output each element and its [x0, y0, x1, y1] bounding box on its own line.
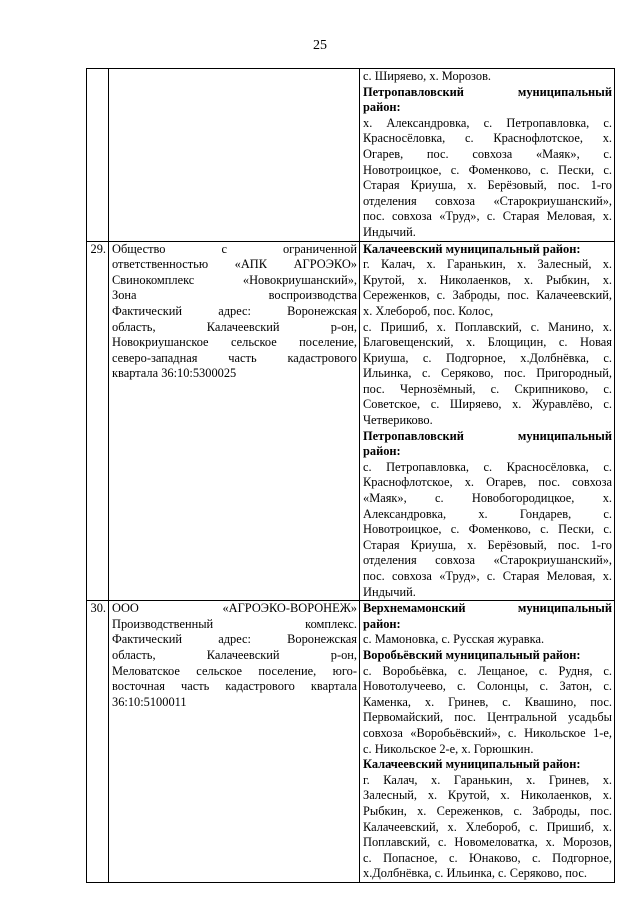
- settlement-line: Новотолучеево, с. Солонцы, с. Затон, с.: [363, 679, 612, 694]
- settlement-line: Огарев, пос. совхоза «Маяк», с.: [363, 146, 612, 161]
- organization-line: квартала 36:10:5300025: [112, 366, 237, 381]
- settlement-line: с. Воробьёвка, с. Лещаное, с. Рудня, с.: [363, 663, 612, 678]
- districts-cell: [360, 601, 615, 883]
- settlement-line: Индычий.: [363, 224, 416, 239]
- settlement-line: с. Пришиб, х. Поплавский, с. Манино, х.: [363, 319, 612, 334]
- settlement-line: отделения совхоза «Старокриушанский»,: [363, 193, 612, 208]
- settlement-line: пос. Чернозёмный, с. Скрипниково, с.: [363, 381, 612, 396]
- district-title: Калачеевский муниципальный район:: [363, 757, 581, 772]
- organization-cell: [109, 241, 360, 601]
- settlement-line: г. Калач, х. Гаранькин, х. Гринев, х.: [363, 772, 612, 787]
- settlement-line: Поплавский, с. Новомеловатка, х. Морозов,: [363, 835, 612, 850]
- settlement-line: Старая Криуша, х. Берёзовый, пос. 1-го: [363, 537, 612, 552]
- district-title: район:: [363, 616, 401, 631]
- organization-cell: [109, 69, 360, 242]
- organization-line: ответственностью «АПК АГРОЭКО»: [112, 257, 357, 272]
- row-number: [87, 69, 109, 242]
- settlement-line: с. Мамоновка, с. Русская журавка.: [363, 632, 545, 647]
- district-title: Верхнемамонский муниципальный: [363, 601, 612, 616]
- settlement-line: х.Долбнёвка, с. Ильинка, с. Серяково, пос.: [363, 866, 588, 881]
- organization-line: ООО «АГРОЭКО-ВОРОНЕЖ»: [112, 601, 357, 616]
- settlement-line: Калачеевский, х. Хлебороб, с. Пришиб, х.: [363, 819, 612, 834]
- districts-cell: [360, 241, 615, 601]
- organization-line: 36:10:5100011: [112, 694, 187, 709]
- settlement-line: Крутой, х. Николаенков, х. Рыбкин, х.: [363, 272, 612, 287]
- table-row: [87, 69, 615, 242]
- district-title: район:: [363, 444, 401, 459]
- district-title: Петропавловский муниципальный: [363, 84, 612, 99]
- settlement-line: Благовещенский, х. Блощицин, с. Новая: [363, 335, 612, 350]
- settlement-line: Краснофлотское, х. Огарев, пос. совхоза: [363, 475, 612, 490]
- district-title: район:: [363, 100, 401, 115]
- settlement-line: Красносёловка, с. Краснофлотское, х.: [363, 131, 612, 146]
- settlement-line: Индычий.: [363, 584, 416, 599]
- settlement-line: Сереженков, с. Заброды, пос. Калачеевский,: [363, 288, 612, 303]
- organization-line: восточная часть кадастрового квартала: [112, 679, 357, 694]
- settlement-line: с. Попасное, с. Юнаково, с. Подгорное,: [363, 850, 612, 865]
- settlements-table: [86, 68, 615, 883]
- settlement-line: Александровка, х. Гондарев, с.: [363, 506, 612, 521]
- settlement-line: Залесный, х. Крутой, х. Николаенков, х.: [363, 788, 612, 803]
- organization-line: Фактический адрес: Воронежская: [112, 632, 357, 647]
- organization-line: Производственный комплекс.: [112, 616, 357, 631]
- district-title: Петропавловский муниципальный: [363, 428, 612, 443]
- organization-line: Общество с ограниченной: [112, 241, 357, 256]
- organization-line: Свинокомплекс «Новокриушанский»,: [112, 272, 357, 287]
- settlement-line: пос. совхоза «Труд», с. Старая Меловая, х.: [363, 569, 612, 583]
- organization-line: область, Калачеевский р-он,: [112, 647, 357, 662]
- organization-line: Меловатское сельское поселение, юго-: [112, 663, 357, 678]
- districts-cell: [360, 69, 615, 242]
- settlement-line: Новотроицкое, с. Фоменково, с. Пески, с.: [363, 522, 612, 537]
- settlement-line: с. Петропавловка, с. Красносёловка, с.: [363, 459, 612, 474]
- district-title: Воробьёвский муниципальный район:: [363, 647, 581, 662]
- organization-line: Новокриушанское сельское поселение,: [112, 335, 357, 350]
- settlement-line: х. Хлеборoб, пос. Колос,: [363, 303, 494, 318]
- settlement-line: с. Ширяево, х. Морозов.: [363, 69, 492, 83]
- settlement-line: Рыбкин, х. Сереженков, с. Заброды, пос.: [363, 803, 612, 818]
- organization-line: северо-западная часть кадастрового: [112, 350, 357, 365]
- district-title: Калачеевский муниципальный район:: [363, 241, 581, 256]
- organization-line: область, Калачеевский р-он,: [112, 319, 357, 334]
- settlement-line: Каменка, х. Гринев, с. Квашино, пос.: [363, 694, 612, 709]
- settlement-line: «Маяк», с. Новобогородицкое, х.: [363, 491, 612, 506]
- settlement-line: совхоза «Воробьёвский», с. Никольское 1-е,: [363, 725, 612, 740]
- settlement-line: Первомайский, пос. Центральной усадьбы: [363, 710, 612, 725]
- organization-line: Зона воспроизводства: [112, 288, 357, 303]
- settlement-line: с. Никольское 2-е, х. Горюшкин.: [363, 741, 534, 756]
- settlement-line: Новотроицкое, с. Фоменково, с. Пески, с.: [363, 162, 612, 177]
- settlement-line: Ильинка, с. Серяково, пос. Пригородный,: [363, 366, 612, 381]
- organization-cell: [109, 601, 360, 883]
- settlement-line: Четвериково.: [363, 413, 433, 428]
- settlement-line: отделения совхоза «Старокриушанский»,: [363, 553, 612, 568]
- settlement-line: Советское, с. Ширяево, х. Журавлёво, с.: [363, 397, 612, 412]
- page-number: 25: [313, 38, 327, 53]
- settlement-line: х. Александровка, с. Петропавловка, с.: [363, 115, 612, 130]
- settlement-line: Криуша, с. Подгорное, х.Долбнёвка, с.: [363, 350, 612, 365]
- settlement-line: Старая Криуша, х. Берёзовый, пос. 1-го: [363, 178, 612, 193]
- table-row: [87, 601, 615, 883]
- row-number: 29.: [87, 241, 109, 601]
- table-row: [87, 241, 615, 601]
- settlement-line: пос. совхоза «Труд», с. Старая Меловая, х.: [363, 209, 612, 224]
- settlement-line: г. Калач, х. Гаранькин, х. Залесный, х.: [363, 257, 612, 272]
- row-number: 30.: [87, 601, 109, 883]
- organization-line: Фактический адрес: Воронежская: [112, 303, 357, 318]
